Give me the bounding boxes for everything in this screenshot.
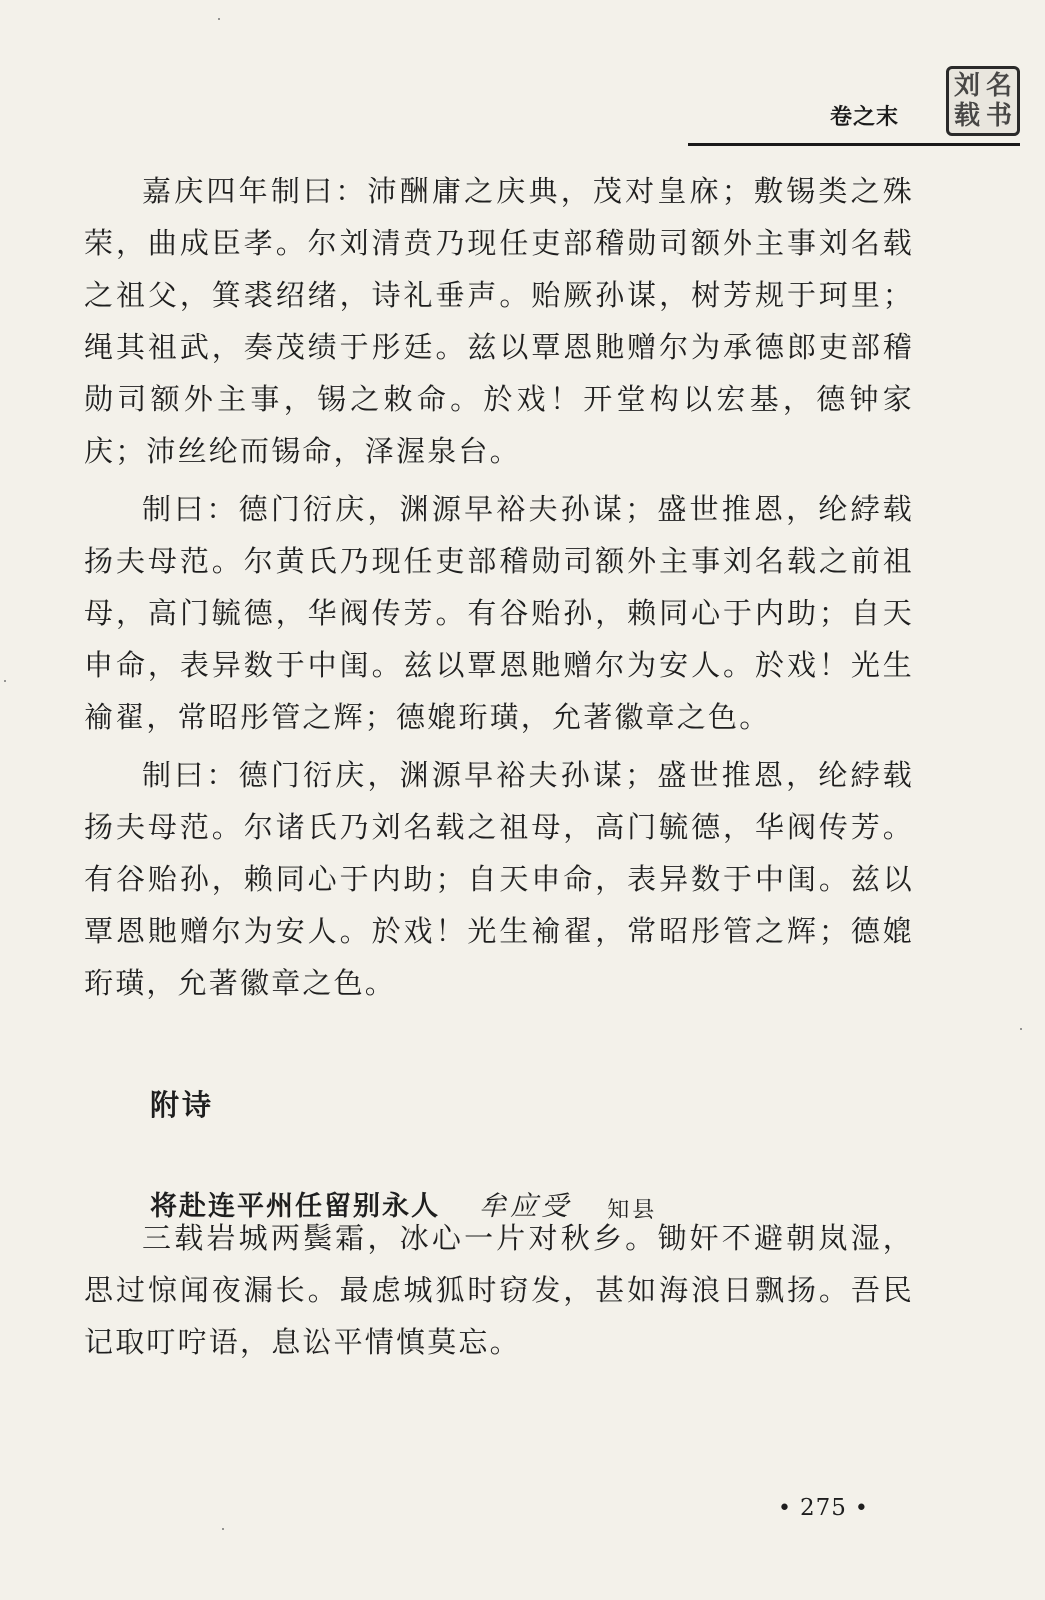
page-number-value: 275 bbox=[799, 1495, 847, 1521]
seal-char: 刘 bbox=[953, 71, 980, 101]
poem-author-role: 知县 bbox=[607, 1198, 658, 1223]
page-number-dot-left: • bbox=[778, 1496, 792, 1521]
page-number-dot-right: • bbox=[854, 1496, 869, 1521]
appendix-heading: 附诗 bbox=[150, 1088, 215, 1122]
seal-char: 载 bbox=[953, 101, 980, 131]
paper-speck bbox=[4, 680, 6, 682]
seal-char: 名 bbox=[985, 71, 1012, 101]
poem-text: 三载岩城两鬓霜，冰心一片对秋乡。锄奸不避朝岚湿，思过惊闻夜漏长。最虑城狐时窃发，甚如海浪日飘扬。吾民记取叮咛语，息讼平情慎莫忘。 bbox=[84, 1221, 914, 1359]
paper-speck bbox=[218, 18, 220, 20]
poem-body bbox=[84, 1212, 914, 1368]
paper-speck bbox=[222, 1528, 224, 1530]
poem-title: 将赴连平州任留别永人 bbox=[150, 1191, 440, 1222]
paper-speck bbox=[1020, 1028, 1022, 1030]
header-rule bbox=[688, 143, 1020, 146]
seal-stamp bbox=[946, 66, 1020, 136]
edict-paragraph-2: 制曰：德门衍庆，渊源早裕夫孙谋；盛世推恩，纶綍载扬夫母范。尔黄氏乃现任吏部稽勋司额外主事刘名载之前祖母，高门毓德，华阀传芳。有谷贻孙，赖同心于内助；自天申命，表异数于中闺。兹以覃恩貤赠尔为安人。於戏！光生褕翟，常昭彤管之辉；德媲珩璜，允著徽章之色。 bbox=[84, 492, 914, 734]
edict-text-block bbox=[84, 165, 914, 1009]
poem-author: 牟应受 bbox=[479, 1191, 573, 1222]
seal-char: 书 bbox=[985, 101, 1012, 131]
edict-paragraph-3: 制曰：德门衍庆，渊源早裕夫孙谋；盛世推恩，纶綍载扬夫母范。尔诸氏乃刘名载之祖母，高门毓德，华阀传芳。有谷贻孙，赖同心于内助；自天申命，表异数于中闺。兹以覃恩貤赠尔为安人。於戏！光生褕翟，常昭彤管之辉；德媲珩璜，允著徽章之色。 bbox=[84, 758, 914, 1000]
running-header-title: 卷之末 bbox=[830, 105, 900, 130]
edict-paragraph-1: 嘉庆四年制曰：沛酬庸之庆典，茂对皇庥；敷锡类之殊荣，曲成臣孝。尔刘清贲乃现任吏部稽勋司额外主事刘名载之祖父，箕裘绍绪，诗礼垂声。贻厥孙谋，树芳规于珂里；绳其祖武，奏茂绩于彤廷。兹以覃恩貤赠尔为承德郎吏部稽勋司额外主事，锡之敕命。於戏！开堂构以宏基，德钟家庆；沛丝纶而锡命，泽渥泉台。 bbox=[84, 174, 914, 468]
page-number bbox=[770, 1495, 877, 1521]
